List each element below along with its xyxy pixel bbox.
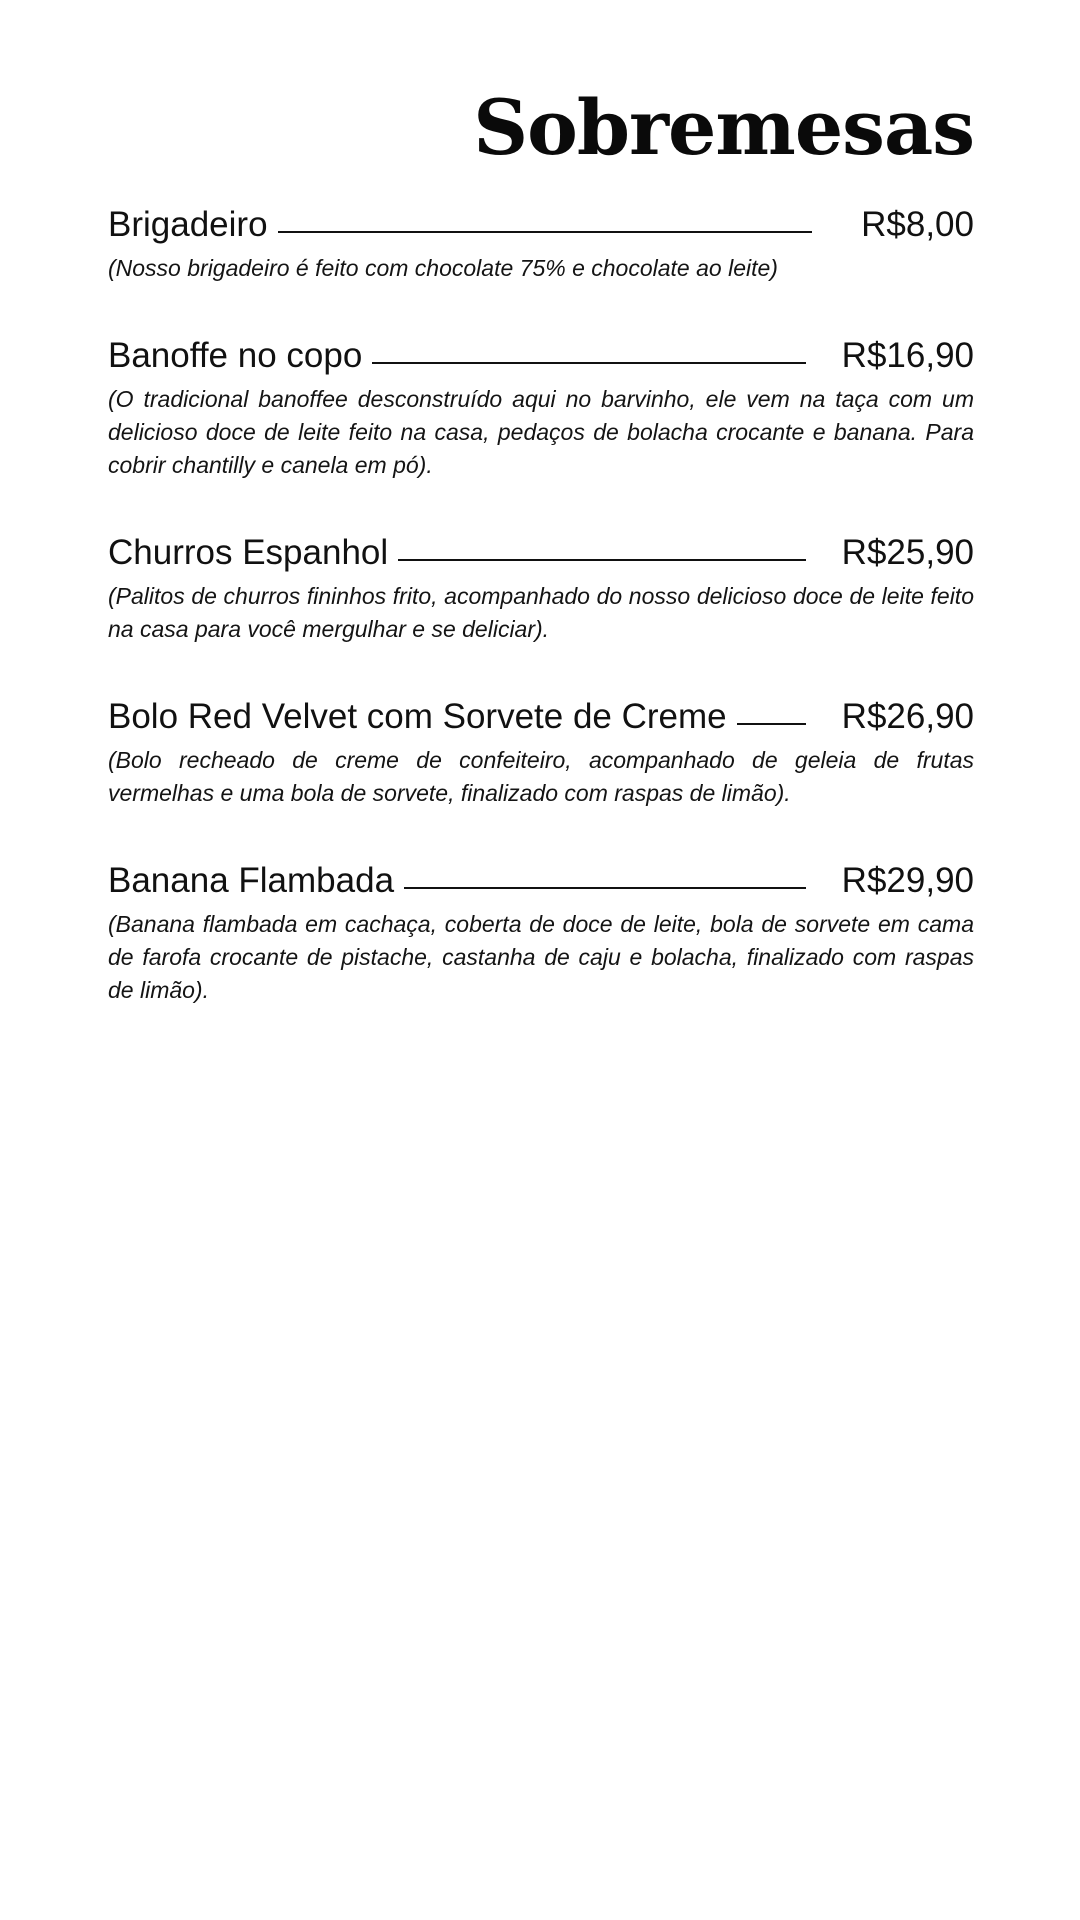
price-leader-line [372, 362, 805, 364]
page-title: Sobremesas [473, 83, 974, 172]
menu-item [108, 860, 974, 1007]
menu-item-price: R$25,90 [841, 533, 974, 572]
price-leader-line [278, 231, 812, 233]
menu-item-price: R$16,90 [841, 336, 974, 375]
menu-item [108, 335, 974, 482]
menu-item-header [108, 860, 974, 902]
menu-item-description: (Nosso brigadeiro é feito com chocolate 75% e chocolate ao leite) [108, 255, 778, 281]
menu-item [108, 204, 974, 285]
menu-item-price: R$8,00 [861, 205, 974, 244]
price-leader-line [737, 723, 806, 725]
price-leader-line [404, 887, 806, 889]
menu-item-name: Banoffe no copo [108, 336, 363, 375]
menu-item-description: (Palitos de churros fininhos frito, acompanhado do nosso delicioso doce de leite feito na casa para você mergulhar e se deliciar). [108, 583, 974, 642]
menu-item [108, 696, 974, 810]
menu-item-price: R$29,90 [841, 861, 974, 900]
menu-item-name: Churros Espanhol [108, 533, 389, 572]
menu-page [108, 83, 974, 1057]
menu-item-name: Brigadeiro [108, 205, 268, 244]
menu-item-description: (Bolo recheado de creme de confeiteiro, acompanhado de geleia de frutas vermelhas e uma bola de sorvete, finalizado com raspas de limão). [108, 747, 974, 806]
menu-item-header [108, 532, 974, 574]
dessert-menu-list [108, 204, 974, 1007]
menu-item-price: R$26,90 [841, 697, 974, 736]
menu-item [108, 532, 974, 646]
menu-item-header [108, 204, 974, 246]
menu-item-header [108, 335, 974, 377]
menu-item-name: Banana Flambada [108, 861, 395, 900]
menu-item-header [108, 696, 974, 738]
menu-item-name: Bolo Red Velvet com Sorvete de Creme [108, 697, 727, 736]
menu-item-description: (O tradicional banoffee desconstruído aqui no barvinho, ele vem na taça com um delicioso doce de leite feito na casa, pedaços de bolacha crocante e banana. Para cobrir chantilly e canela em pó). [108, 386, 974, 478]
menu-item-description: (Banana flambada em cachaça, coberta de doce de leite, bola de sorvete em cama de farofa crocante de pistache, castanha de caju e bolacha, finalizado com raspas de limão). [108, 911, 974, 1003]
price-leader-line [398, 559, 806, 561]
